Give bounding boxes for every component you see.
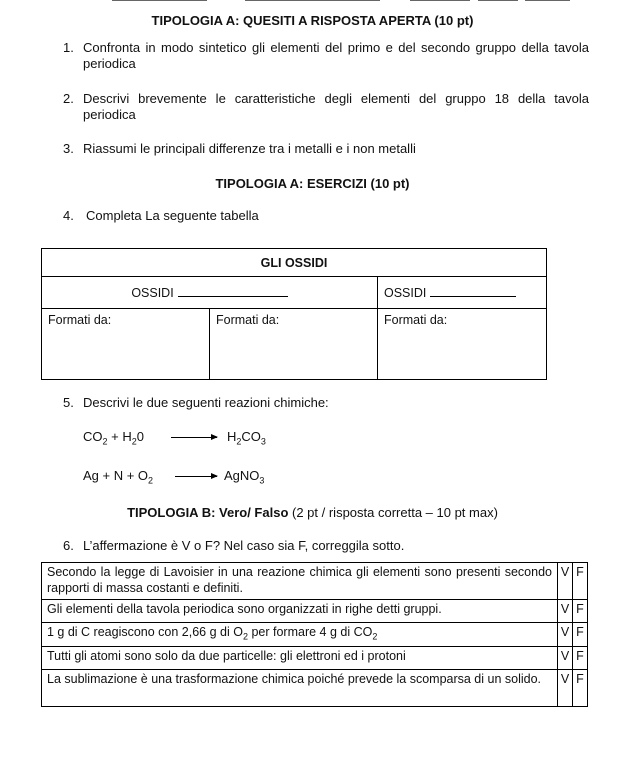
header-label: OSSIDI — [131, 286, 174, 300]
question-number: 3. — [63, 141, 74, 156]
reaction-1 — [83, 429, 383, 449]
table-row — [42, 646, 588, 669]
false-option[interactable]: F — [573, 600, 588, 623]
true-false-table — [41, 562, 588, 707]
true-option[interactable]: V — [558, 669, 573, 706]
statement: La sublimazione è una trasformazione chimica poiché prevede la scomparsa di un solido. — [42, 669, 558, 706]
formati-cell-2[interactable]: Formati da: — [210, 309, 378, 380]
section-b-title-rest: (2 pt / risposta corretta – 10 pt max) — [288, 505, 498, 520]
question-number: 4. — [63, 208, 74, 223]
question-6 — [63, 538, 463, 554]
top-rules — [0, 0, 625, 4]
section-a-exercises-title: TIPOLOGIA A: ESERCIZI (10 pt) — [215, 176, 410, 191]
formati-cell-3[interactable]: Formati da: — [378, 309, 547, 380]
question-number: 2. — [63, 91, 74, 106]
question-text: Riassumi le principali differenze tra i metalli e i non metalli — [83, 141, 416, 156]
false-option[interactable]: F — [573, 646, 588, 669]
question-text: Confronta in modo sintetico gli elementi del primo e del secondo gruppo della tavola periodica — [83, 40, 589, 71]
false-option[interactable]: F — [573, 669, 588, 706]
statement: Secondo la legge di Lavoisier in una reazione chimica gli elementi sono presenti secondo rapporti di massa costanti e definiti. — [42, 563, 558, 600]
true-option[interactable]: V — [558, 600, 573, 623]
question-4 — [63, 208, 363, 224]
question-text: L’affermazione è V o F? Nel caso sia F, correggila sotto. — [83, 538, 405, 553]
reaction-arrow — [175, 476, 217, 477]
question-5 — [63, 395, 383, 411]
question-2 — [63, 91, 591, 123]
question-1 — [63, 40, 591, 72]
statement: Tutti gli atomi sono solo da due particelle: gli elettroni ed i protoni — [42, 646, 558, 669]
section-a-title: TIPOLOGIA A: QUESITI A RISPOSTA APERTA (10 pt) — [151, 13, 474, 28]
false-option[interactable]: F — [573, 623, 588, 647]
product: $H_2CO_3$ — [227, 429, 266, 447]
question-3 — [63, 141, 591, 157]
table-row — [42, 623, 588, 647]
question-number: 6. — [63, 538, 74, 553]
true-option[interactable]: V — [558, 563, 573, 600]
reaction-2 — [83, 468, 383, 488]
table-row — [42, 563, 588, 600]
fill-in-blank[interactable] — [178, 285, 288, 297]
question-number: 5. — [63, 395, 74, 410]
header-label: OSSIDI — [384, 286, 427, 300]
statement: 1 g di C reagiscono con 2,66 g di $O_2$ per formare 4 g di $CO_2$ — [42, 623, 558, 647]
reactant: $CO_2 + H_20$ — [83, 429, 144, 447]
true-option[interactable]: V — [558, 623, 573, 647]
table-title: GLI OSSIDI — [42, 249, 547, 277]
ossidi-header-1 — [42, 277, 378, 309]
question-number: 1. — [63, 40, 74, 55]
true-option[interactable]: V — [558, 646, 573, 669]
statement: Gli elementi della tavola periodica sono organizzati in righe detti gruppi. — [42, 600, 558, 623]
fill-in-blank[interactable] — [430, 285, 516, 297]
question-text: Descrivi brevemente le caratteristiche degli elementi del gruppo 18 della tavola periodica — [83, 91, 589, 122]
question-text: Descrivi le due seguenti reazioni chimiche: — [83, 395, 329, 410]
ossidi-table — [41, 248, 547, 380]
reactant: $Ag + N + O_2$ — [83, 468, 154, 486]
table-row — [42, 600, 588, 623]
false-option[interactable]: F — [573, 563, 588, 600]
section-b-title-bold: TIPOLOGIA B: Vero/ Falso — [127, 505, 289, 520]
ossidi-header-2 — [378, 277, 547, 309]
question-text: Completa La seguente tabella — [86, 208, 259, 223]
table-row — [42, 669, 588, 706]
section-b-title — [0, 505, 625, 520]
formati-cell-1[interactable]: Formati da: — [42, 309, 210, 380]
product: AgNO$_3$ — [224, 468, 265, 486]
reaction-arrow — [171, 437, 217, 438]
